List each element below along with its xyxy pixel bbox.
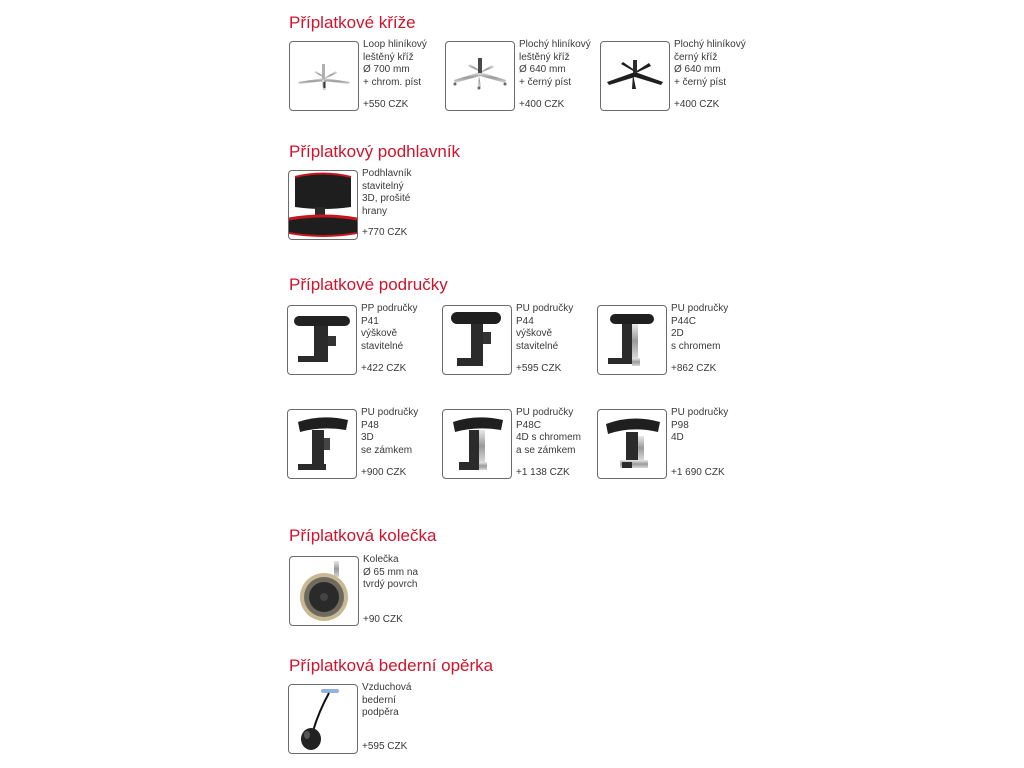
- option-armrest-p48c[interactable]: [442, 409, 592, 481]
- armrest-p41-icon: [287, 305, 357, 375]
- option-base-flat-polished[interactable]: [445, 41, 595, 113]
- option-armrest-p98[interactable]: [597, 409, 747, 481]
- option-desc-line: černý kříž: [674, 51, 718, 63]
- flat-polished-base-icon: [445, 41, 515, 111]
- option-price: +595 CZK: [516, 363, 562, 374]
- option-desc-line: Vzduchová: [362, 682, 412, 693]
- section-title-headrest: Příplatkový podhlavník: [289, 142, 461, 161]
- option-base-flat-black[interactable]: [600, 41, 750, 113]
- option-desc-line: hrany: [362, 205, 388, 217]
- option-desc-line: Ø 65 mm na: [363, 566, 419, 578]
- caster-wheel-icon: [289, 556, 359, 626]
- option-armrest-p44[interactable]: [442, 305, 592, 377]
- option-desc-line: + chrom. píst: [363, 76, 422, 88]
- section-title-bases: Příplatkové kříže: [289, 13, 416, 32]
- option-price: +862 CZK: [671, 363, 717, 374]
- option-desc-line: PU područky: [671, 407, 729, 418]
- option-desc-line: Plochý hliníkový: [674, 39, 746, 50]
- option-price: +400 CZK: [519, 99, 565, 110]
- option-price: +1 690 CZK: [671, 467, 725, 478]
- option-desc-line: stavitelný: [362, 180, 404, 192]
- option-desc-line: Ø 700 mm: [363, 64, 410, 75]
- option-desc-line: PP područky: [361, 303, 418, 314]
- option-desc-line: bederní: [362, 694, 396, 706]
- option-desc-line: výškově: [516, 328, 553, 339]
- option-desc-line: 3D, prošité: [362, 193, 411, 204]
- option-headrest[interactable]: [288, 170, 438, 242]
- option-base-loop[interactable]: [289, 41, 439, 113]
- option-desc-line: 4D: [671, 432, 684, 443]
- option-desc-line: a se zámkem: [516, 444, 576, 456]
- option-desc-line: Kolečka: [363, 554, 399, 565]
- option-desc-line: P48: [361, 419, 379, 431]
- option-desc-line: Ø 640 mm: [674, 64, 721, 75]
- headrest-icon: [288, 170, 358, 240]
- option-desc-line: 3D: [361, 432, 374, 443]
- option-desc-line: 4D s chromem: [516, 432, 582, 443]
- loop-aluminium-base-icon: [289, 41, 359, 111]
- option-price: +90 CZK: [363, 614, 403, 625]
- armrest-p44c-icon: [597, 305, 667, 375]
- option-price: +550 CZK: [363, 99, 409, 110]
- option-desc-line: stavitelné: [516, 340, 559, 352]
- option-desc-line: leštěný kříž: [363, 51, 414, 63]
- option-desc-line: podpěra: [362, 707, 399, 718]
- armrest-p98-icon: [597, 409, 667, 479]
- option-price: +422 CZK: [361, 363, 407, 374]
- option-caster[interactable]: [289, 556, 439, 628]
- option-armrest-p48[interactable]: [287, 409, 437, 481]
- lumbar-air-pump-icon: [288, 684, 358, 754]
- option-desc-line: P98: [671, 419, 689, 431]
- armrest-p48-icon: [287, 409, 357, 479]
- option-desc-line: Ø 640 mm: [519, 64, 566, 75]
- section-title-armrests: Příplatkové područky: [289, 275, 448, 294]
- option-price: +900 CZK: [361, 467, 407, 478]
- option-desc-line: se zámkem: [361, 444, 413, 456]
- option-desc-line: PU područky: [361, 407, 419, 418]
- option-armrest-p44c[interactable]: [597, 305, 747, 377]
- section-title-casters: Příplatková kolečka: [289, 526, 437, 545]
- section-title-lumbar: Příplatková bederní opěrka: [289, 656, 494, 675]
- option-desc-line: + černý píst: [674, 76, 726, 88]
- option-desc-line: + černý píst: [519, 76, 571, 88]
- option-armrest-p41[interactable]: [287, 305, 437, 377]
- option-desc-line: P44C: [671, 315, 697, 327]
- option-desc-line: 2D: [671, 328, 684, 339]
- option-price: +595 CZK: [362, 741, 408, 752]
- option-desc-line: Plochý hliníkový: [519, 39, 591, 50]
- option-price: +770 CZK: [362, 227, 408, 238]
- option-desc-line: Podhlavník: [362, 168, 412, 179]
- flat-black-base-icon: [600, 41, 670, 111]
- option-desc-line: tvrdý povrch: [363, 579, 418, 590]
- option-desc-line: PU područky: [516, 303, 574, 314]
- armrest-p48c-icon: [442, 409, 512, 479]
- armrest-p44-icon: [442, 305, 512, 375]
- option-price: +400 CZK: [674, 99, 720, 110]
- option-desc-line: Loop hliníkový: [363, 39, 427, 50]
- option-desc-line: P48C: [516, 419, 542, 431]
- option-desc-line: leštěný kříž: [519, 51, 570, 63]
- option-price: +1 138 CZK: [516, 467, 570, 478]
- option-desc-line: P44: [516, 315, 534, 327]
- option-desc-line: PU područky: [516, 407, 574, 418]
- option-desc-line: výškově: [361, 328, 398, 339]
- option-desc-line: stavitelné: [361, 340, 404, 352]
- option-desc-line: PU područky: [671, 303, 729, 314]
- option-lumbar-support[interactable]: [288, 684, 438, 756]
- option-desc-line: s chromem: [671, 340, 721, 352]
- option-desc-line: P41: [361, 315, 379, 327]
